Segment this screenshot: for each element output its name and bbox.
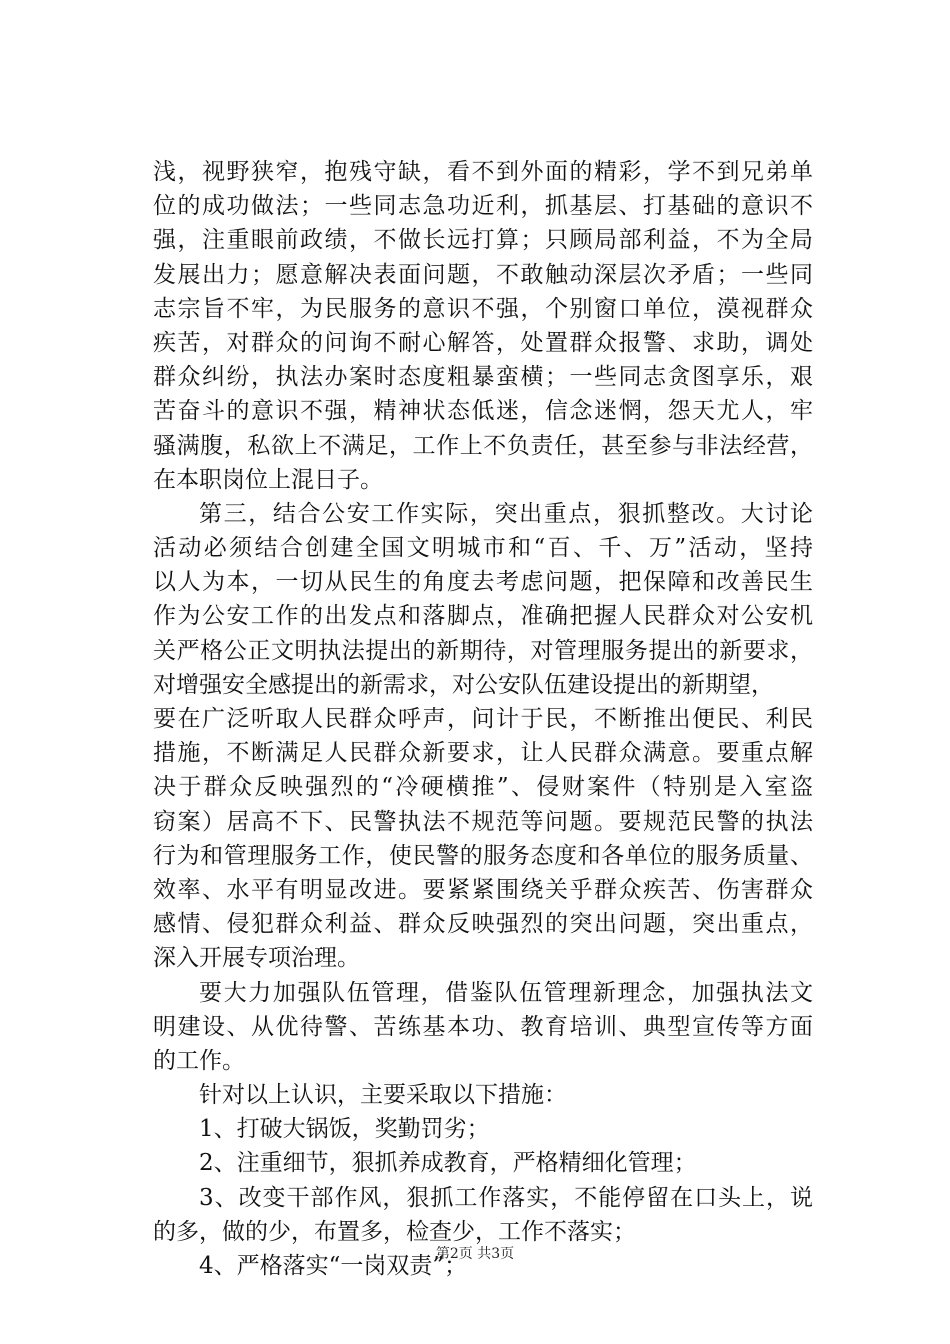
text-line: 强，注重眼前政绩，不做长远打算；只顾局部利益，不为全局 [153, 227, 813, 254]
text-line: 决于群众反映强烈的“冷硬横推”、侵财案件（特别是入室盗 [153, 774, 813, 801]
text-line: 疾苦，对群众的问询不耐心解答，处置群众报警、求助，调处 [153, 329, 813, 356]
text-line: 关严格公正文明执法提出的新期待，对管理服务提出的新要求， [153, 637, 813, 664]
text-line: 志宗旨不牢，为民服务的意识不强，个别窗口单位，漠视群众 [153, 295, 813, 322]
text-line: 骚满腹，私欲上不满足，工作上不负责任，甚至参与非法经营， [153, 432, 813, 459]
list-item: 1、打破大锅饭，奖勤罚劣； [199, 1116, 490, 1143]
text-line: 措施，不断满足人民群众新要求，让人民群众满意。要重点解 [153, 740, 813, 767]
list-item: 3、改变干部作风，狠抓工作落实，不能停留在口头上，说 [199, 1184, 813, 1211]
text-line: 窃案）居高不下、民警执法不规范等问题。要规范民警的执法 [153, 808, 813, 835]
text-line: 深入开展专项治理。 [153, 945, 360, 972]
text-line: 感情、侵犯群众利益、群众反映强烈的突出问题，突出重点， [153, 911, 813, 938]
text-line: 明建设、从优待警、苦练基本功、教育培训、典型宣传等方面 [153, 1013, 813, 1040]
text-line: 群众纠纷，执法办案时态度粗暴蛮横；一些同志贪图享乐，艰 [153, 364, 813, 391]
text-line: 在本职岗位上混日子。 [153, 466, 383, 493]
text-line: 要在广泛听取人民群众呼声，问计于民，不断推出便民、利民 [153, 706, 813, 732]
text-line: 作为公安工作的出发点和落脚点，准确把握人民群众对公安机 [153, 603, 813, 630]
list-item: 4、严格落实“一岗双责”； [199, 1253, 468, 1279]
paragraph-start-line: 要大力加强队伍管理，借鉴队伍管理新理念，加强执法文 [199, 979, 813, 1006]
text-line: 以人为本，一切从民生的角度去考虑问题，把保障和改善民生 [153, 569, 813, 596]
text-line: 的工作。 [153, 1047, 245, 1074]
text-line: 的多，做的少，布置多，检查少，工作不落实； [153, 1218, 636, 1245]
text-line: 位的成功做法；一些同志急功近利，抓基层、打基础的意识不 [153, 193, 813, 220]
list-item: 2、注重细节，狠抓养成教育，严格精细化管理； [199, 1150, 697, 1177]
text-line: 发展出力；愿意解决表面问题，不敢触动深层次矛盾；一些同 [153, 261, 813, 288]
document-body [153, 155, 813, 1283]
text-line: 浅，视野狭窄，抱残守缺，看不到外面的精彩，学不到兄弟单 [153, 159, 813, 185]
text-line: 活动必须结合创建全国文明城市和“百、千、万”活动，坚持 [153, 535, 813, 562]
text-line: 效率、水平有明显改进。要紧紧围绕关乎群众疾苦、伤害群众 [153, 876, 813, 903]
paragraph-start-line: 第三，结合公安工作实际，突出重点，狠抓整改。大讨论 [199, 500, 813, 527]
text-line: 对增强安全感提出的新需求，对公安队伍建设提出的新期望， [153, 671, 774, 698]
page-number-footer: 第2页 共3页 [435, 1246, 515, 1262]
paragraph-start-line: 针对以上认识，主要采取以下措施： [199, 1082, 567, 1109]
text-line: 行为和管理服务工作，使民警的服务态度和各单位的服务质量、 [153, 842, 813, 869]
text-line: 苦奋斗的意识不强，精神状态低迷，信念迷惘，怨天尤人，牢 [153, 398, 813, 425]
